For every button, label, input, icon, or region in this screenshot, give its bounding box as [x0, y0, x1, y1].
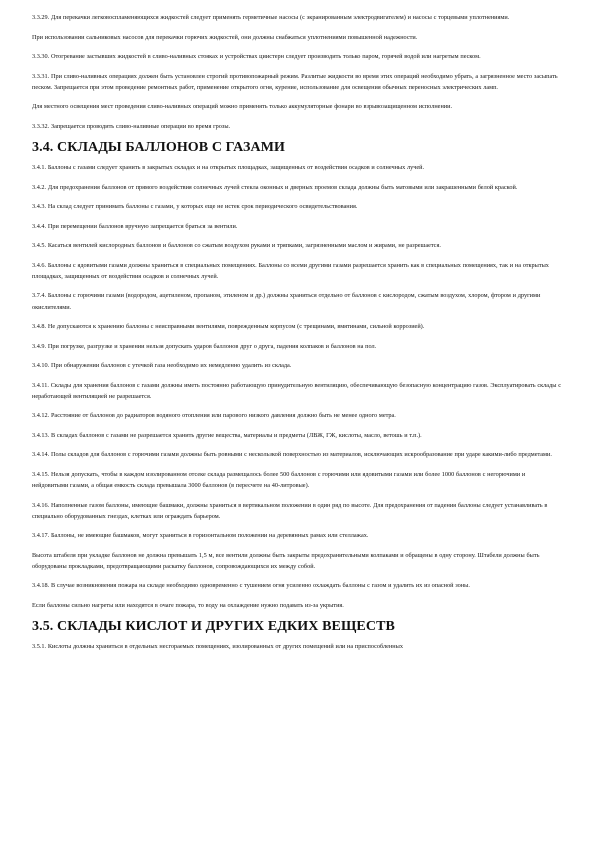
- paragraph-3-4-13: 3.4.13. В складах баллонов с газами не разрешается хранить другие вещества, материалы и предметы (ЛВЖ, ГЖ, кислоты, масло, ветошь и т.п.).: [32, 431, 422, 439]
- paragraph-3-5-1: 3.5.1. Кислоты должны храниться в отдельных несгораемых помещениях, изолированных от других помещений или на приспособленных: [32, 643, 403, 651]
- paragraph-3-4-15: 3.4.15. Нельзя допускать, чтобы в каждом изолированном отсеке склада размещалось более 500 баллонов с горючими или ядовитыми газами или более 1000 баллонов с негорючими и нейдовитыми газами, а общая емкость склада превышала 3000 баллонов (в пересчете на 40-литровые).: [32, 470, 526, 490]
- paragraph-3-4-5: 3.4.5. Касаться вентилей кислородных баллонов и баллонов со сжатым воздухом руками и тряпками, загрязненными маслом и жирами, не разрешается.: [32, 242, 441, 250]
- paragraph-3-4-3: 3.4.3. На склад следует принимать баллоны с газами, у которых еще не истек срок периодического освидетельствования.: [32, 203, 358, 211]
- paragraph-fire-cooling: Если баллоны сильно нагреты или находятся в очаге пожара, то воду на охлаждение нужно подавать из-за укрытия.: [32, 601, 344, 609]
- paragraph-3-4-14: 3.4.14. Полы складов для баллонов с горючими газами должны быть ровными с нескользкой поверхностью из материалов, исключающих искрообразование при ударе какими-либо предметами.: [32, 451, 552, 459]
- section-heading-3-4: 3.4. СКЛАДЫ БАЛЛОНОВ С ГАЗАМИ: [32, 140, 285, 156]
- paragraph-3-4-12: 3.4.12. Расстояние от баллонов до радиаторов водяного отопления или парового низкого давления должно быть не менее одного метра.: [32, 412, 396, 420]
- paragraph-3-4-1: 3.4.1. Баллоны с газами следует хранить в закрытых складах и на открытых площадках, защищенных от воздействия осадков и солнечных лучей.: [32, 164, 425, 172]
- paragraph-3-4-9: 3.4.9. При погрузке, разгрузке и хранении нельзя допускать ударов баллонов друг о друга, падения колпаков и баллонов на пол.: [32, 342, 377, 350]
- paragraph-3-4-18: 3.4.18. В случае возникновения пожара на складе необходимо одновременно с тушением огня усиленно охлаждать баллоны с газом и удалить их из опасной зоны.: [32, 582, 470, 590]
- paragraph-3-3-30: 3.3.30. Отогревание застывших жидкостей в сливо-наливных стояках и устройствах циистерн следует производить только паром, горячей водой или нагретым песком.: [32, 53, 481, 60]
- paragraph-seal-note: При использовании сальниковых насосов для перекачки горючих жидкостей, они должны снабжаться уплотнениями повышенной надежности.: [32, 33, 418, 41]
- paragraph-3-4-17: 3.4.17. Баллоны, не имеющие башмаков, могут храниться в горизонтальном положении на деревянных рамах или стеллажах.: [32, 532, 369, 540]
- paragraph-3-4-2: 3.4.2. Для предохранения баллонов от прямого воздействия солнечных лучей стекла оконных и дверных проемов склада должны быть матовыми или закрашенными белой краской.: [32, 183, 518, 191]
- paragraph-stack-height: Высота штабеля при укладке баллонов не должна превышать 1,5 м, все вентили должны быть закрыты предохранительными колпаками и обращены в одну сторону. Штабели должны быть оборудованы прокладками, предотвращающими раскатку баллонов, сопровождающихся их между собой.: [32, 551, 540, 570]
- paragraph-lighting-note: Для местного освещения мест проведения сливо-наливных операций можно применять только аккумуляторные фонари во взрывозащищенном исполнении.: [32, 103, 453, 111]
- paragraph-3-4-8: 3.4.8. Не допускаются к хранению баллоны с неисправными вентилями, поврежденным корпусом (с трещинами, вмятинами, сильной коррозией).: [32, 323, 425, 331]
- paragraph-3-7-4: 3.7.4. Баллоны с горючими газами (водородом, ацетиленом, пропаном, этиленом и др.) должны храниться отдельно от баллонов с кислородом, сжатым воздухом, хлором, фтором и другими окислителями.: [32, 292, 541, 311]
- paragraph-3-4-16: 3.4.16. Наполненные газом баллоны, имеющие башмаки, должны храниться в вертикальном положении в один ряд по высоте. Для предохранения от падения баллоны следует устанавливать в специально оборудованных гнездах, клетках или ограждать барьером.: [32, 501, 548, 520]
- paragraph-3-3-31: 3.3.31. При сливо-наливных операциях должен быть установлен строгий противопожарный режим. Разлитые жидкости во время этих операций необходимо убрать, а загрязненное место засыпать песком. Запрещается при этом проведение ремонтных работ, применение открытого огня, курение, использование для освещения обычных переносных электрических ламп.: [32, 72, 558, 91]
- paragraph-3-3-29: 3.3.29. Для перекачки легковоспламеняющихся жидкостей следует применять герметичные насосы (с экранированным электродвигателем) и насосы с торцевыми уплотнениями.: [32, 14, 510, 21]
- paragraph-3-3-32: 3.3.32. Запрещается проводить сливо-наливные операции во время грозы.: [32, 122, 231, 130]
- paragraph-3-4-4: 3.4.4. При перемещении баллонов вручную запрещается браться за вентили.: [32, 222, 238, 230]
- paragraph-3-4-10: 3.4.10. При обнаружении баллонов с утечкой газа необходимо их немедленно удалить из склада.: [32, 362, 292, 370]
- section-heading-3-5: 3.5. СКЛАДЫ КИСЛОТ И ДРУГИХ ЕДКИХ ВЕЩЕСТВ: [32, 619, 395, 635]
- paragraph-3-4-6: 3.4.6. Баллоны с ядовитыми газами должны храниться в специальных помещениях. Баллоны со всеми другими газами разрешается хранить как в специальных помещениях, так и на открытых площадках, защищенных от воздействия осадков и солнечных лучей.: [32, 261, 549, 280]
- paragraph-3-4-11: 3.4.11. Склады для хранения баллонов с газами должны иметь постоянно работающую принудительную вентиляцию, обеспечивающую безопасную концентрацию газов. Эксплуатировать склады с неработающей вентиляцией не разрешается.: [32, 381, 561, 400]
